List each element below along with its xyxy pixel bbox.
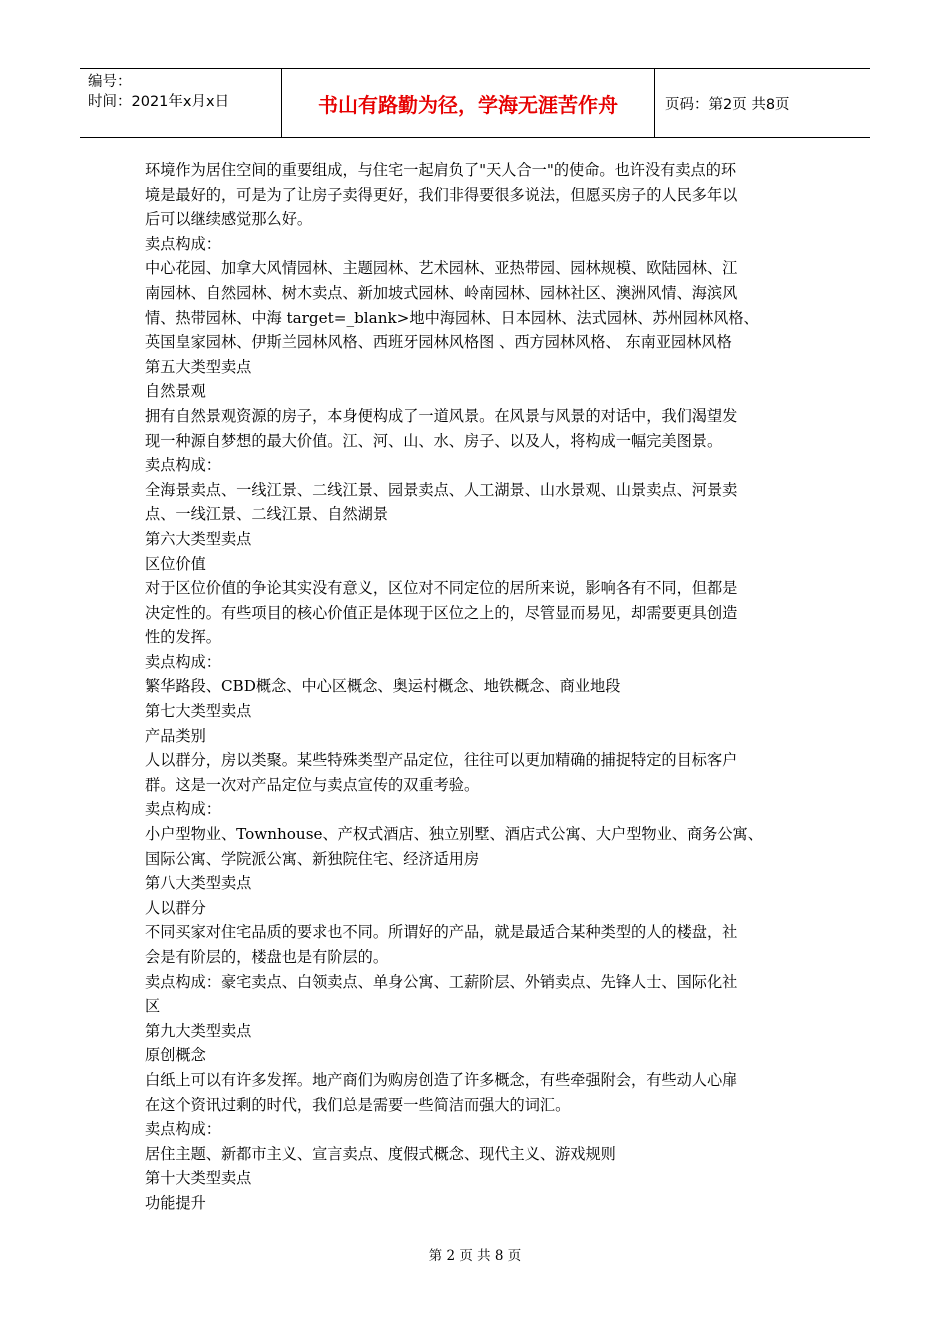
text-line: 区位价值 (145, 554, 206, 573)
text-line: 第十大类型卖点 (145, 1169, 252, 1188)
text-line: 决定性的。有些项目的核心价值正是体现于区位之上的，尽管显而易见，却需要更具创造 (145, 603, 738, 622)
text-line: 产品类别 (145, 726, 206, 745)
header-motto: 书山有路勤为径，学海无涯苦作舟 (282, 69, 655, 137)
text-line: 自然景观 (145, 382, 206, 401)
text-line: 卖点构成： (145, 652, 221, 671)
text-line: 情、热带园林、中海 target=_blank>地中海园林、日本园林、法式园林、苏州园林风格、 (145, 308, 759, 327)
text-line: 英国皇家园林、伊斯兰园林风格、西班牙园林风格图 、西方园林风格、 东南亚园林风格 (145, 333, 732, 352)
text-line: 卖点构成： (145, 234, 221, 253)
document-body (145, 158, 817, 1216)
text-line: 第九大类型卖点 (145, 1021, 252, 1040)
text-line: 第六大类型卖点 (145, 529, 252, 548)
text-line: 卖点构成： (145, 456, 221, 475)
page-footer: 第 2 页 共 8 页 (428, 1248, 522, 1264)
text-line: 白纸上可以有许多发挥。地产商们为购房创造了许多概念，有些牵强附会，有些动人心扉 (145, 1070, 738, 1089)
text-line: 第五大类型卖点 (145, 357, 252, 376)
text-line: 人以群分 (145, 898, 206, 917)
text-line: 原创概念 (145, 1046, 206, 1065)
text-line: 居住主题、新都市主义、宣言卖点、度假式概念、现代主义、游戏规则 (145, 1144, 616, 1163)
text-line: 中心花园、加拿大风情园林、主题园林、艺术园林、亚热带园、园林规模、欧陆园林、江 (145, 259, 738, 278)
text-line: 人以群分，房以类聚。某些特殊类型产品定位，往往可以更加精确的捕捉特定的目标客户 (145, 751, 738, 770)
text-line: 对于区位价值的争论其实没有意义，区位对不同定位的居所来说，影响各有不同，但都是 (145, 579, 738, 598)
text-line: 拥有自然景观资源的房子，本身便构成了一道风景。在风景与风景的对话中，我们渴望发 (145, 406, 738, 425)
text-line: 全海景卖点、一线江景、二线江景、园景卖点、人工湖景、山水景观、山景卖点、河景卖 (145, 480, 738, 499)
text-line: 区 (145, 997, 161, 1016)
text-line: 现一种源自梦想的最大价值。江、河、山、水、房子、以及人，将构成一幅完美图景。 (145, 431, 723, 450)
text-line: 国际公寓、学院派公寓、新独院住宅、经济适用房 (145, 849, 480, 868)
text-line: 性的发挥。 (145, 628, 221, 647)
header-meta (80, 69, 282, 137)
text-line: 卖点构成： (145, 800, 221, 819)
text-line: 卖点构成：豪宅卖点、白领卖点、单身公寓、工薪阶层、外销卖点、先锋人士、国际化社 (145, 972, 738, 991)
text-line: 境是最好的，可是为了让房子卖得更好，我们非得要很多说法，但愿买房子的人民多年以 (145, 185, 738, 204)
text-line: 不同买家对住宅品质的要求也不同。所谓好的产品，就是最适合某种类型的人的楼盘，社 (145, 923, 738, 942)
text-line: 在这个资讯过剩的时代，我们总是需要一些简洁而强大的词汇。 (145, 1095, 571, 1114)
text-line: 卖点构成： (145, 1120, 221, 1139)
text-line: 小户型物业、Townhouse、产权式酒店、独立别墅、酒店式公寓、大户型物业、商务公寓、 (145, 825, 763, 844)
document-time-label: 时间：2021年x月x日 (88, 94, 230, 110)
text-line: 环境作为居住空间的重要组成，与住宅一起肩负了"天人合一"的使命。也许没有卖点的环 (145, 161, 737, 179)
text-line: 南园林、自然园林、树木卖点、新加坡式园林、岭南园林、园林社区、澳洲风情、海滨风 (145, 283, 738, 302)
text-line: 会是有阶层的，楼盘也是有阶层的。 (145, 948, 388, 966)
text-line: 繁华路段、CBD概念、中心区概念、奥运村概念、地铁概念、商业地段 (145, 677, 621, 696)
document-number-label: 编号： (88, 74, 132, 90)
text-line: 第七大类型卖点 (145, 702, 252, 721)
text-line: 功能提升 (145, 1193, 206, 1212)
text-line: 群。这是一次对产品定位与卖点宣传的双重考验。 (145, 775, 480, 794)
page-header (80, 68, 870, 138)
text-line: 第八大类型卖点 (145, 874, 252, 893)
text-line: 后可以继续感觉那么好。 (145, 210, 313, 229)
text-line: 点、一线江景、二线江景、自然湖景 (145, 505, 388, 524)
header-page-info: 页码：第2页 共8页 (665, 96, 790, 113)
